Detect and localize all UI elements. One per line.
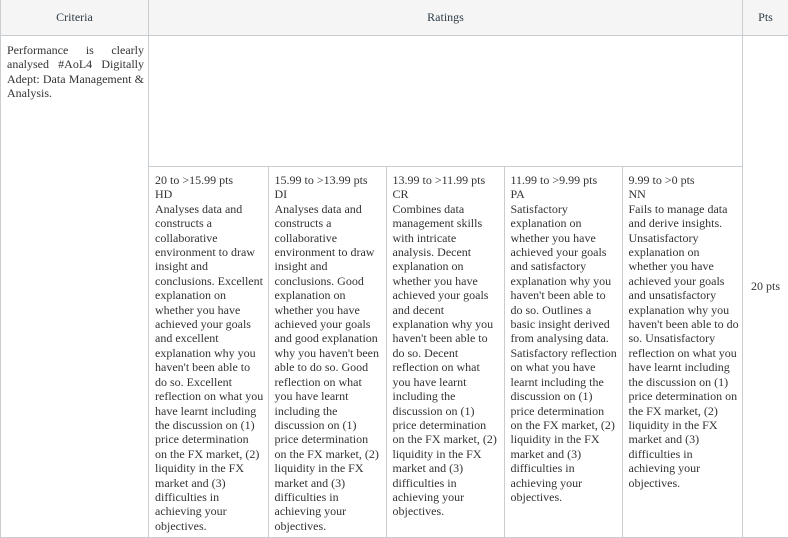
criterion-points: 20 pts [743, 36, 788, 538]
rating-points: 13.99 to >11.99 pts [393, 173, 500, 187]
rating-points: 11.99 to >9.99 pts [511, 173, 618, 187]
rating-description: Combines data management skills with intricate analysis. Decent explanation on whether you have achieved your goals and decent explanation why you haven't been able to do so. Decent reflection on what you have learnt including the discussion on (1) price determination on the FX market, (2) liquidity in the FX market and (3) difficulties in achieving your objectives. [393, 202, 500, 519]
rating-code: DI [275, 187, 382, 201]
rating-hd[interactable] [149, 167, 268, 538]
ratings-grid [149, 166, 743, 537]
rating-cr[interactable] [386, 167, 504, 538]
pts-header: Pts [743, 0, 788, 36]
rating-points: 9.99 to >0 pts [629, 173, 740, 187]
rating-pa[interactable] [504, 167, 622, 538]
rating-code: CR [393, 187, 500, 201]
rating-points: 20 to >15.99 pts [155, 173, 264, 187]
rating-di[interactable] [268, 167, 386, 538]
rating-description: Satisfactory explanation on whether you have achieved your goals and satisfactory explanation why you haven't been able to do so. Outlines a basic insight derived from analysing data. Satisfactory reflection on what you have learnt including the discussion on (1) price determination on the FX market, (2) liquidity in the FX market and (3) difficulties in achieving your objectives. [511, 202, 618, 505]
rating-description: Fails to manage data and derive insights. Unsatisfactory explanation on whether you have achieved your goals and unsatisfactory explanation why you haven't been able to do so. Unsatisfactory reflection on what you have learnt including the discussion on (1) price determination on the FX market, (2) liquidity in the FX market and (3) difficulties in achieving your objectives. [629, 202, 740, 490]
rating-description: Analyses data and constructs a collaborative environment to draw insight and conclusions. Excellent explanation on whether you have achieved your goals and excellent explanation why you haven't been able to do so. Excellent reflection on what you have learnt including the discussion on (1) price determination on the FX market, (2) liquidity in the FX market and (3) difficulties in achieving your objectives. [155, 202, 264, 533]
rating-code: NN [629, 187, 740, 201]
ratings-cell [149, 36, 743, 538]
rating-nn[interactable] [622, 167, 743, 538]
criterion-text: Performance is clearly analysed #AoL4 Digitally Adept: Data Management & Analysis. [7, 43, 144, 100]
criterion-description [1, 36, 149, 538]
ratings-top-space [149, 36, 742, 166]
header-row [1, 0, 788, 36]
rating-code: HD [155, 187, 264, 201]
ratings-header: Ratings [149, 0, 743, 36]
rating-code: PA [511, 187, 618, 201]
criteria-header: Criteria [1, 0, 149, 36]
criterion-row [1, 36, 788, 538]
rating-description: Analyses data and constructs a collaborative environment to draw insight and conclusions. Good explanation on whether you have achieved your goals and good explanation why you haven't been able to do so. Good reflection on what you have learnt including the discussion on (1) price determination on the FX market, (2) liquidity in the FX market and (3) difficulties in achieving your objectives. [275, 202, 382, 533]
rating-points: 15.99 to >13.99 pts [275, 173, 382, 187]
